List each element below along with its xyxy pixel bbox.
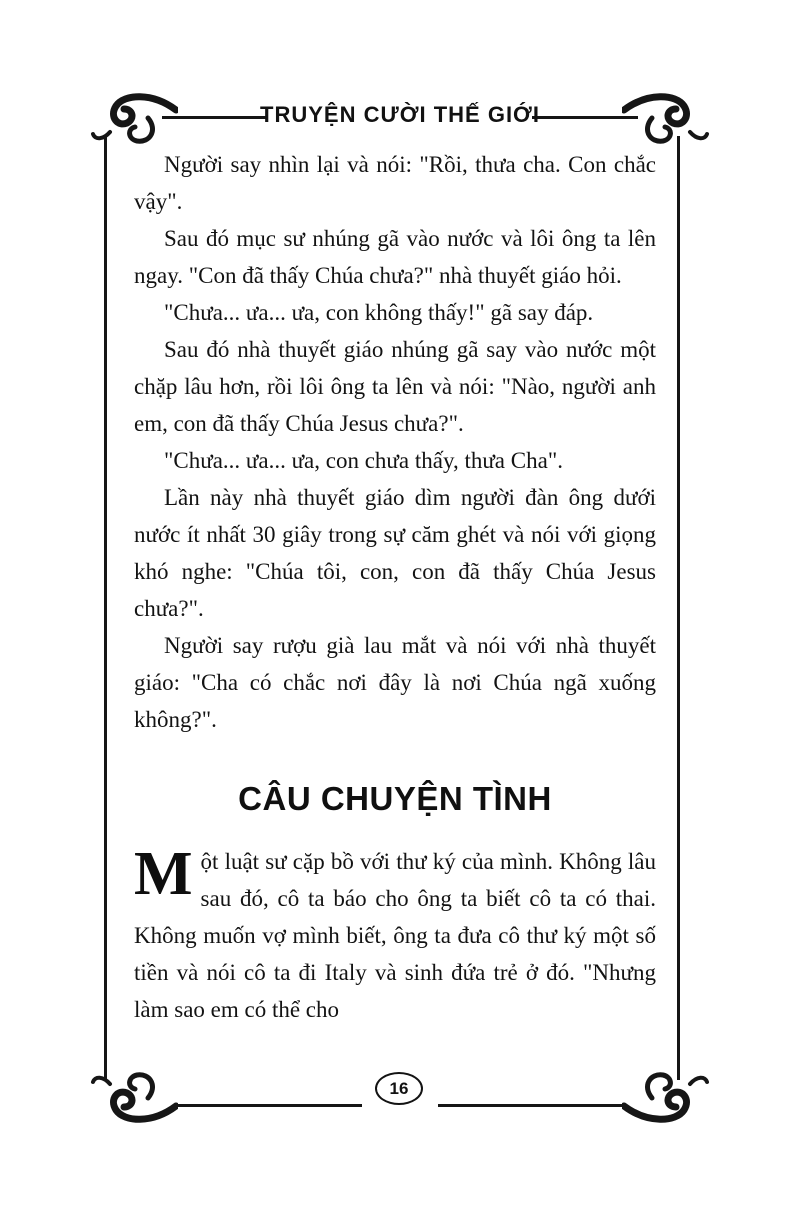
- paragraph-6: Lần này nhà thuyết giáo dìm người đàn ông dưới nước ít nhất 30 giây trong sự căm ghét và nói với giọng khó nghe: "Chúa tôi, con, con đã thấy Chúa Jesus chưa?".: [134, 485, 656, 621]
- flourish-bottom-right-icon: [622, 1068, 710, 1126]
- paragraph-4: Sau đó nhà thuyết giáo nhúng gã say vào nước một chặp lâu hơn, rồi lôi ông ta lên và nói: "Nào, người anh em, con đã thấy Chúa Jesus chưa?".: [134, 337, 656, 436]
- page-number-badge: [375, 1072, 423, 1105]
- drop-cap-letter: M: [134, 840, 193, 908]
- left-border-rule: [104, 136, 107, 1080]
- paragraph-2: Sau đó mục sư nhúng gã vào nước và lôi ông ta lên ngay. "Con đã thấy Chúa chưa?" nhà thuyết giáo hỏi.: [134, 226, 656, 288]
- paragraph-with-dropcap: [134, 840, 656, 1028]
- section-title: CÂU CHUYỆN TÌNH: [238, 780, 552, 817]
- paragraph-3: "Chưa... ưa... ưa, con không thấy!" gã say đáp.: [164, 300, 594, 325]
- running-header-title: TRUYỆN CƯỜI THẾ GIỚI: [260, 102, 540, 127]
- right-border-rule: [677, 136, 680, 1080]
- page-number: 16: [389, 1078, 409, 1098]
- footer-rule-left: [176, 1104, 362, 1107]
- dropcap-paragraph-text: ột luật sư cặp bồ với thư ký của mình. Không lâu sau đó, cô ta báo cho ông ta biết cô ta có thai. Không muốn vợ mình biết, ông ta đưa cô thư ký một số tiền và nói cô ta đi Italy và sinh đứa trẻ ở đó. "Nhưng làm sao em có thể cho: [134, 849, 656, 1022]
- paragraph-7: Người say rượu già lau mắt và nói với nhà thuyết giáo: "Cha có chắc nơi đây là nơi Chúa ngã xuống không?".: [134, 633, 656, 732]
- paragraph-5: "Chưa... ưa... ưa, con chưa thấy, thưa Cha".: [164, 448, 563, 473]
- paragraph-1: Người say nhìn lại và nói: "Rồi, thưa cha. Con chắc vậy".: [134, 152, 656, 214]
- footer-rule-right: [438, 1104, 624, 1107]
- page-content: [134, 146, 656, 1028]
